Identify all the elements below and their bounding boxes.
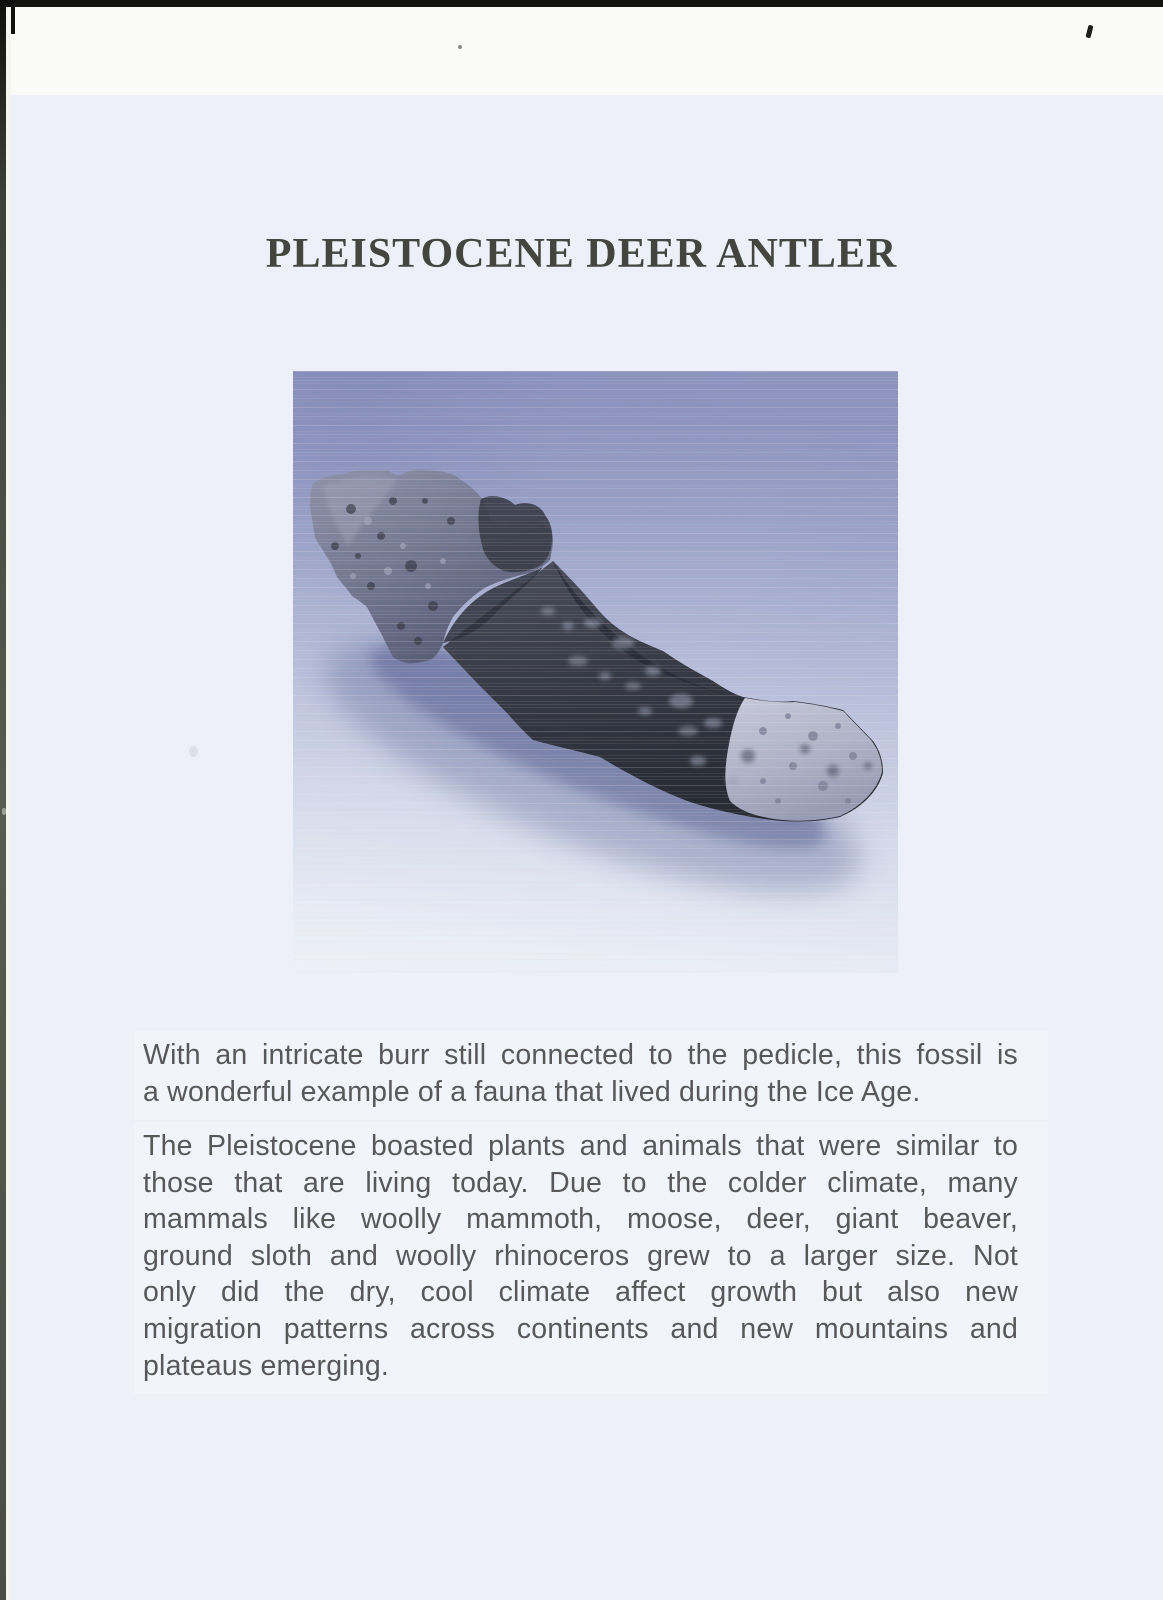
paragraph-line: The Pleistocene boasted plants and animals that were similar to (143, 1130, 1018, 1162)
paragraph-line: With an intricate burr still connected to the pedicle, this fossil is (143, 1039, 1018, 1071)
scan-speck-faint (189, 746, 198, 757)
scan-speck-top-center (458, 45, 462, 49)
paragraph-line: ground sloth and woolly rhinoceros grew to a larger size. Not (143, 1239, 1018, 1272)
paragraph-line: those that are living today. Due to the colder climate, many (143, 1166, 1018, 1199)
scan-top-white-band (11, 7, 1163, 95)
paragraph-line: plateaus emerging. (143, 1349, 390, 1382)
paragraph-line: only did the dry, cool climate affect growth but also new (143, 1276, 1018, 1309)
scan-top-edge (0, 0, 1163, 7)
scan-speck-left (2, 808, 6, 815)
paragraph-intro (134, 1031, 1048, 1120)
paragraph-line: mammals like woolly mammoth, moose, deer, giant beaver, (143, 1203, 1018, 1236)
page-title: PLEISTOCENE DEER ANTLER (265, 231, 898, 277)
antler-image (293, 371, 898, 973)
antler-photo (293, 371, 898, 973)
paragraph-pleistocene (134, 1122, 1048, 1394)
paragraph-line: migration patterns across continents and new mountains and (143, 1312, 1018, 1345)
paragraph-line: a wonderful example of a fauna that lived during the Ice Age. (143, 1075, 921, 1108)
